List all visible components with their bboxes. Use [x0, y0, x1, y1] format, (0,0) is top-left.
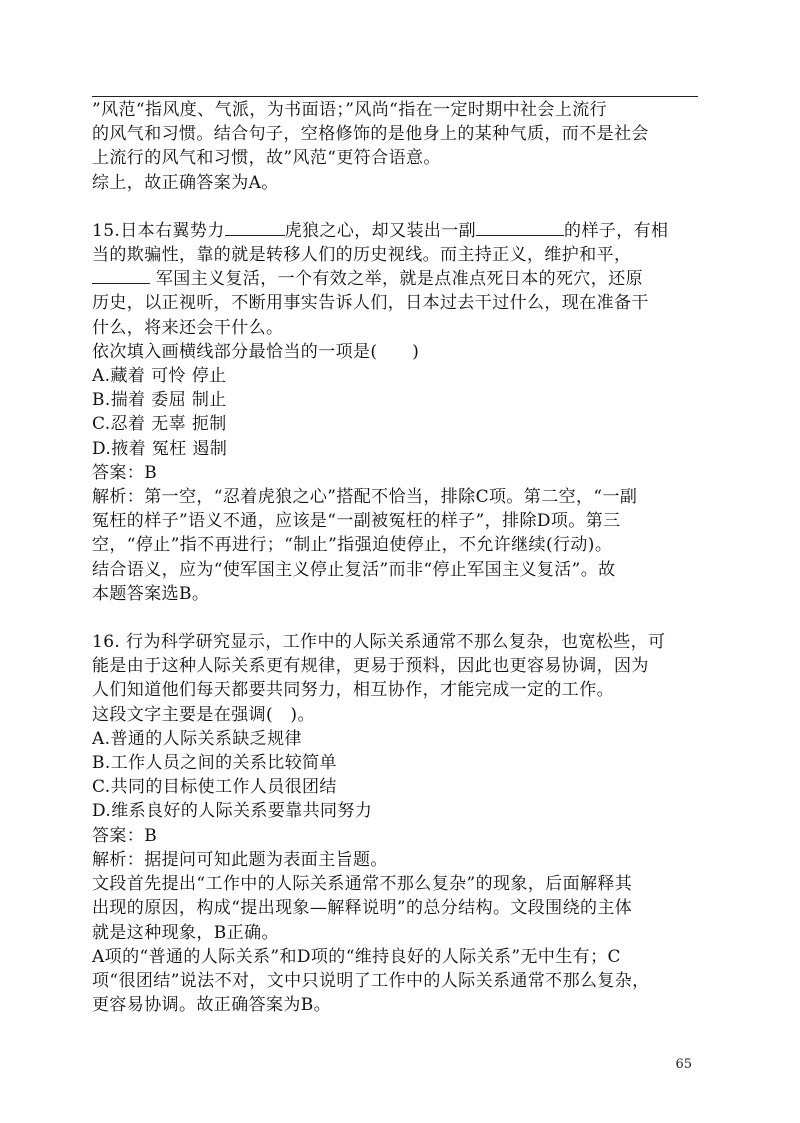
q15-prompt: 依次填入画横线部分最恰当的一项是( ): [92, 341, 420, 362]
q16-analysis-line: 项“很团结”说法不对，文中只说明了工作中的人际关系通常不那么复杂，: [92, 970, 650, 991]
prev-analysis-line: 上流行的风气和习惯，故”风范“更符合语意。: [92, 148, 441, 169]
q16-option-a: A.普通的人际关系缺乏规律: [92, 728, 302, 749]
q16-option-d: D.维系良好的人际关系要靠共同努力: [92, 801, 373, 822]
q15-option-c: C.忍着 无辜 扼制: [92, 414, 227, 435]
q16-analysis-line: 文段首先提出“工作中的人际关系通常不那么复杂”的现象，后面解释其: [92, 874, 633, 895]
q15-blank-1: [225, 219, 285, 236]
prev-analysis-line: ”风范“指风度、气派，为书面语；”风尚“指在一定时期中社会上流行: [92, 100, 608, 120]
q15-stem-line-3: 军国主义复活，一个有效之举，就是点准点死日本的死穴，还原: [92, 267, 700, 291]
q15-stem-line-4: 历史，以正视听，不断用事实告诉人们，日本过去干过什么，现在准备干: [92, 293, 649, 314]
q16-prompt: 这段文字主要是在强调( )。: [92, 704, 315, 725]
header-rule: [92, 96, 698, 97]
q15-blank-3: [92, 267, 150, 284]
prev-conclusion: 综上，故正确答案为A。: [92, 172, 279, 193]
q16-analysis-line: 出现的原因，构成“提出现象—解释说明”的总分结构。文段围绕的主体: [92, 898, 633, 919]
q16-analysis-line: A项的“普通的人际关系”和D项的“维持良好的人际关系”无中生有；C: [92, 946, 621, 967]
q15-option-b: B.揣着 委屈 制止: [92, 390, 227, 411]
page-content: [92, 98, 700, 1017]
page-number: 65: [675, 1057, 692, 1072]
q15-option-d: D.掖着 冤枉 遏制: [92, 438, 228, 459]
q16-answer: 答案：B: [92, 825, 158, 846]
q15-analysis-line: 空，“停止”指不再进行；“制止”指强迫使停止，不允许继续(行动)。: [92, 535, 613, 556]
q15-analysis-line: 本题答案选B。: [92, 583, 210, 604]
q15-stem-line-1: 15.日本右翼势力 虎狼之心，却又装出一副 的样子，有相: [92, 220, 669, 241]
q16-option-c: C.共同的目标使工作人员很团结: [92, 777, 337, 798]
q16-stem-line: 人们知道他们每天都要共同努力，相互协作，才能完成一定的工作。: [92, 680, 614, 701]
q15-blank-2: [476, 219, 564, 236]
q15-analysis-line: 解析：第一空，“忍着虎狼之心”搭配不恰当，排除C项。第二空，“一副: [92, 487, 638, 508]
q16-stem-line: 16. 行为科学研究显示，工作中的人际关系通常不那么复杂，也宽松些，可: [92, 632, 666, 653]
q16-analysis-line: 更容易协调。故正确答案为B。: [92, 995, 332, 1016]
q16-analysis-line: 解析：据提问可知此题为表面主旨题。: [92, 849, 388, 870]
q15-stem-line-2: 当的欺骗性，靠的就是转移人们的历史视线。而主持正义，维护和平，: [92, 245, 632, 266]
q16-stem-line: 能是由于这种人际关系更有规律，更易于预料，因此也更容易协调，因为: [92, 656, 649, 677]
q15-analysis-line: 冤枉的样子”语义不通，应该是“一副被冤枉的样子”，排除D项。第三: [92, 511, 621, 532]
q15-analysis-line: 结合语义，应为“使军国主义停止复活”而非“停止军国主义复活”。故: [92, 559, 616, 580]
q16-option-b: B.工作人员之间的关系比较简单: [92, 753, 337, 774]
q16-analysis-line: 就是这种现象，B正确。: [92, 922, 279, 943]
q15-answer: 答案：B: [92, 462, 158, 483]
q15-option-a: A.藏着 可怜 停止: [92, 366, 227, 387]
q15-stem-line-5: 什么，将来还会干什么。: [92, 317, 284, 338]
prev-analysis-line: 的风气和习惯。结合句子，空格修饰的是他身上的某种气质，而不是社会: [92, 124, 649, 145]
